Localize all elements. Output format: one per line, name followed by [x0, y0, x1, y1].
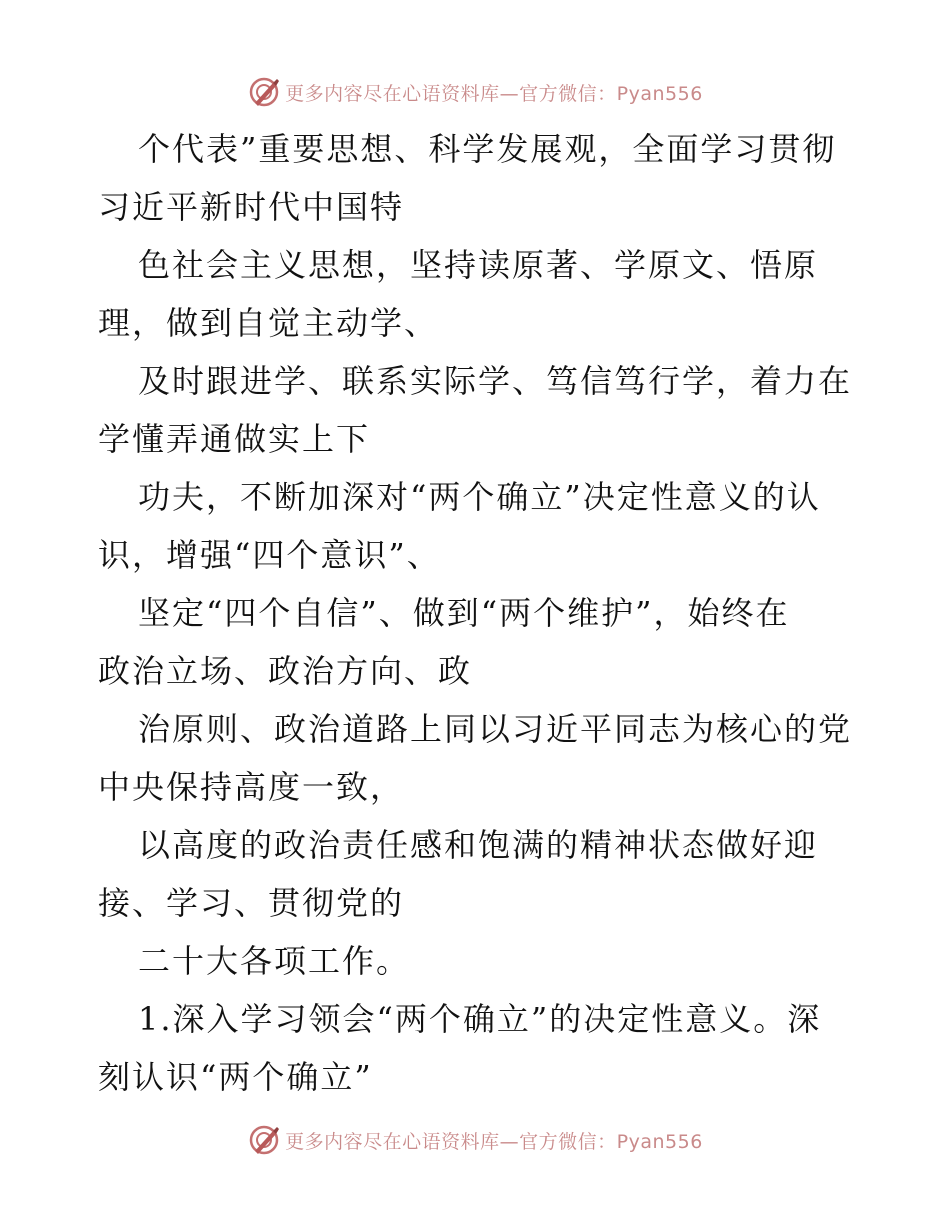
- text-line: 色社会主义思想，坚持读原著、学原文、悟原: [138, 246, 819, 284]
- document-body: [98, 120, 858, 1106]
- text-line: 理，做到自觉主动学、: [98, 304, 439, 342]
- text-line: 以高度的政治责任感和饱满的精神状态做好迎: [138, 826, 819, 864]
- text-line: 习近平新时代中国特: [98, 188, 405, 226]
- text-line: 学懂弄通做实上下: [98, 420, 371, 458]
- text-line: 坚定“四个自信”、做到“两个维护”，始终在: [138, 594, 790, 632]
- text-line: 治原则、政治道路上同以习近平同志为核心的党: [138, 710, 853, 748]
- pen-logo-icon: [247, 1123, 281, 1157]
- text-line: 个代表”重要思想、科学发展观，全面学习贯彻: [138, 130, 837, 168]
- pen-logo-icon: [247, 75, 281, 109]
- text-line: 政治立场、政治方向、政: [98, 652, 473, 690]
- text-line: 接、学习、贯彻党的: [98, 884, 405, 922]
- watermark-text: 更多内容尽在心语资料库—官方微信：Pyan556: [285, 82, 703, 105]
- text-line: 识，增强“四个意识”、: [98, 536, 441, 574]
- watermark-text: 更多内容尽在心语资料库—官方微信：Pyan556: [285, 1130, 703, 1153]
- header-watermark: [0, 72, 950, 112]
- footer-watermark: [0, 1120, 950, 1160]
- text-line: 二十大各项工作。: [138, 942, 411, 980]
- text-line: 功夫，不断加深对“两个确立”决定性意义的认: [138, 478, 821, 516]
- text-line: 刻认识“两个确立”: [98, 1058, 373, 1096]
- text-line: 中央保持高度一致，: [98, 768, 405, 806]
- text-line: 1.深入学习领会“两个确立”的决定性意义。深: [138, 1000, 822, 1038]
- text-line: 及时跟进学、联系实际学、笃信笃行学，着力在: [138, 362, 853, 400]
